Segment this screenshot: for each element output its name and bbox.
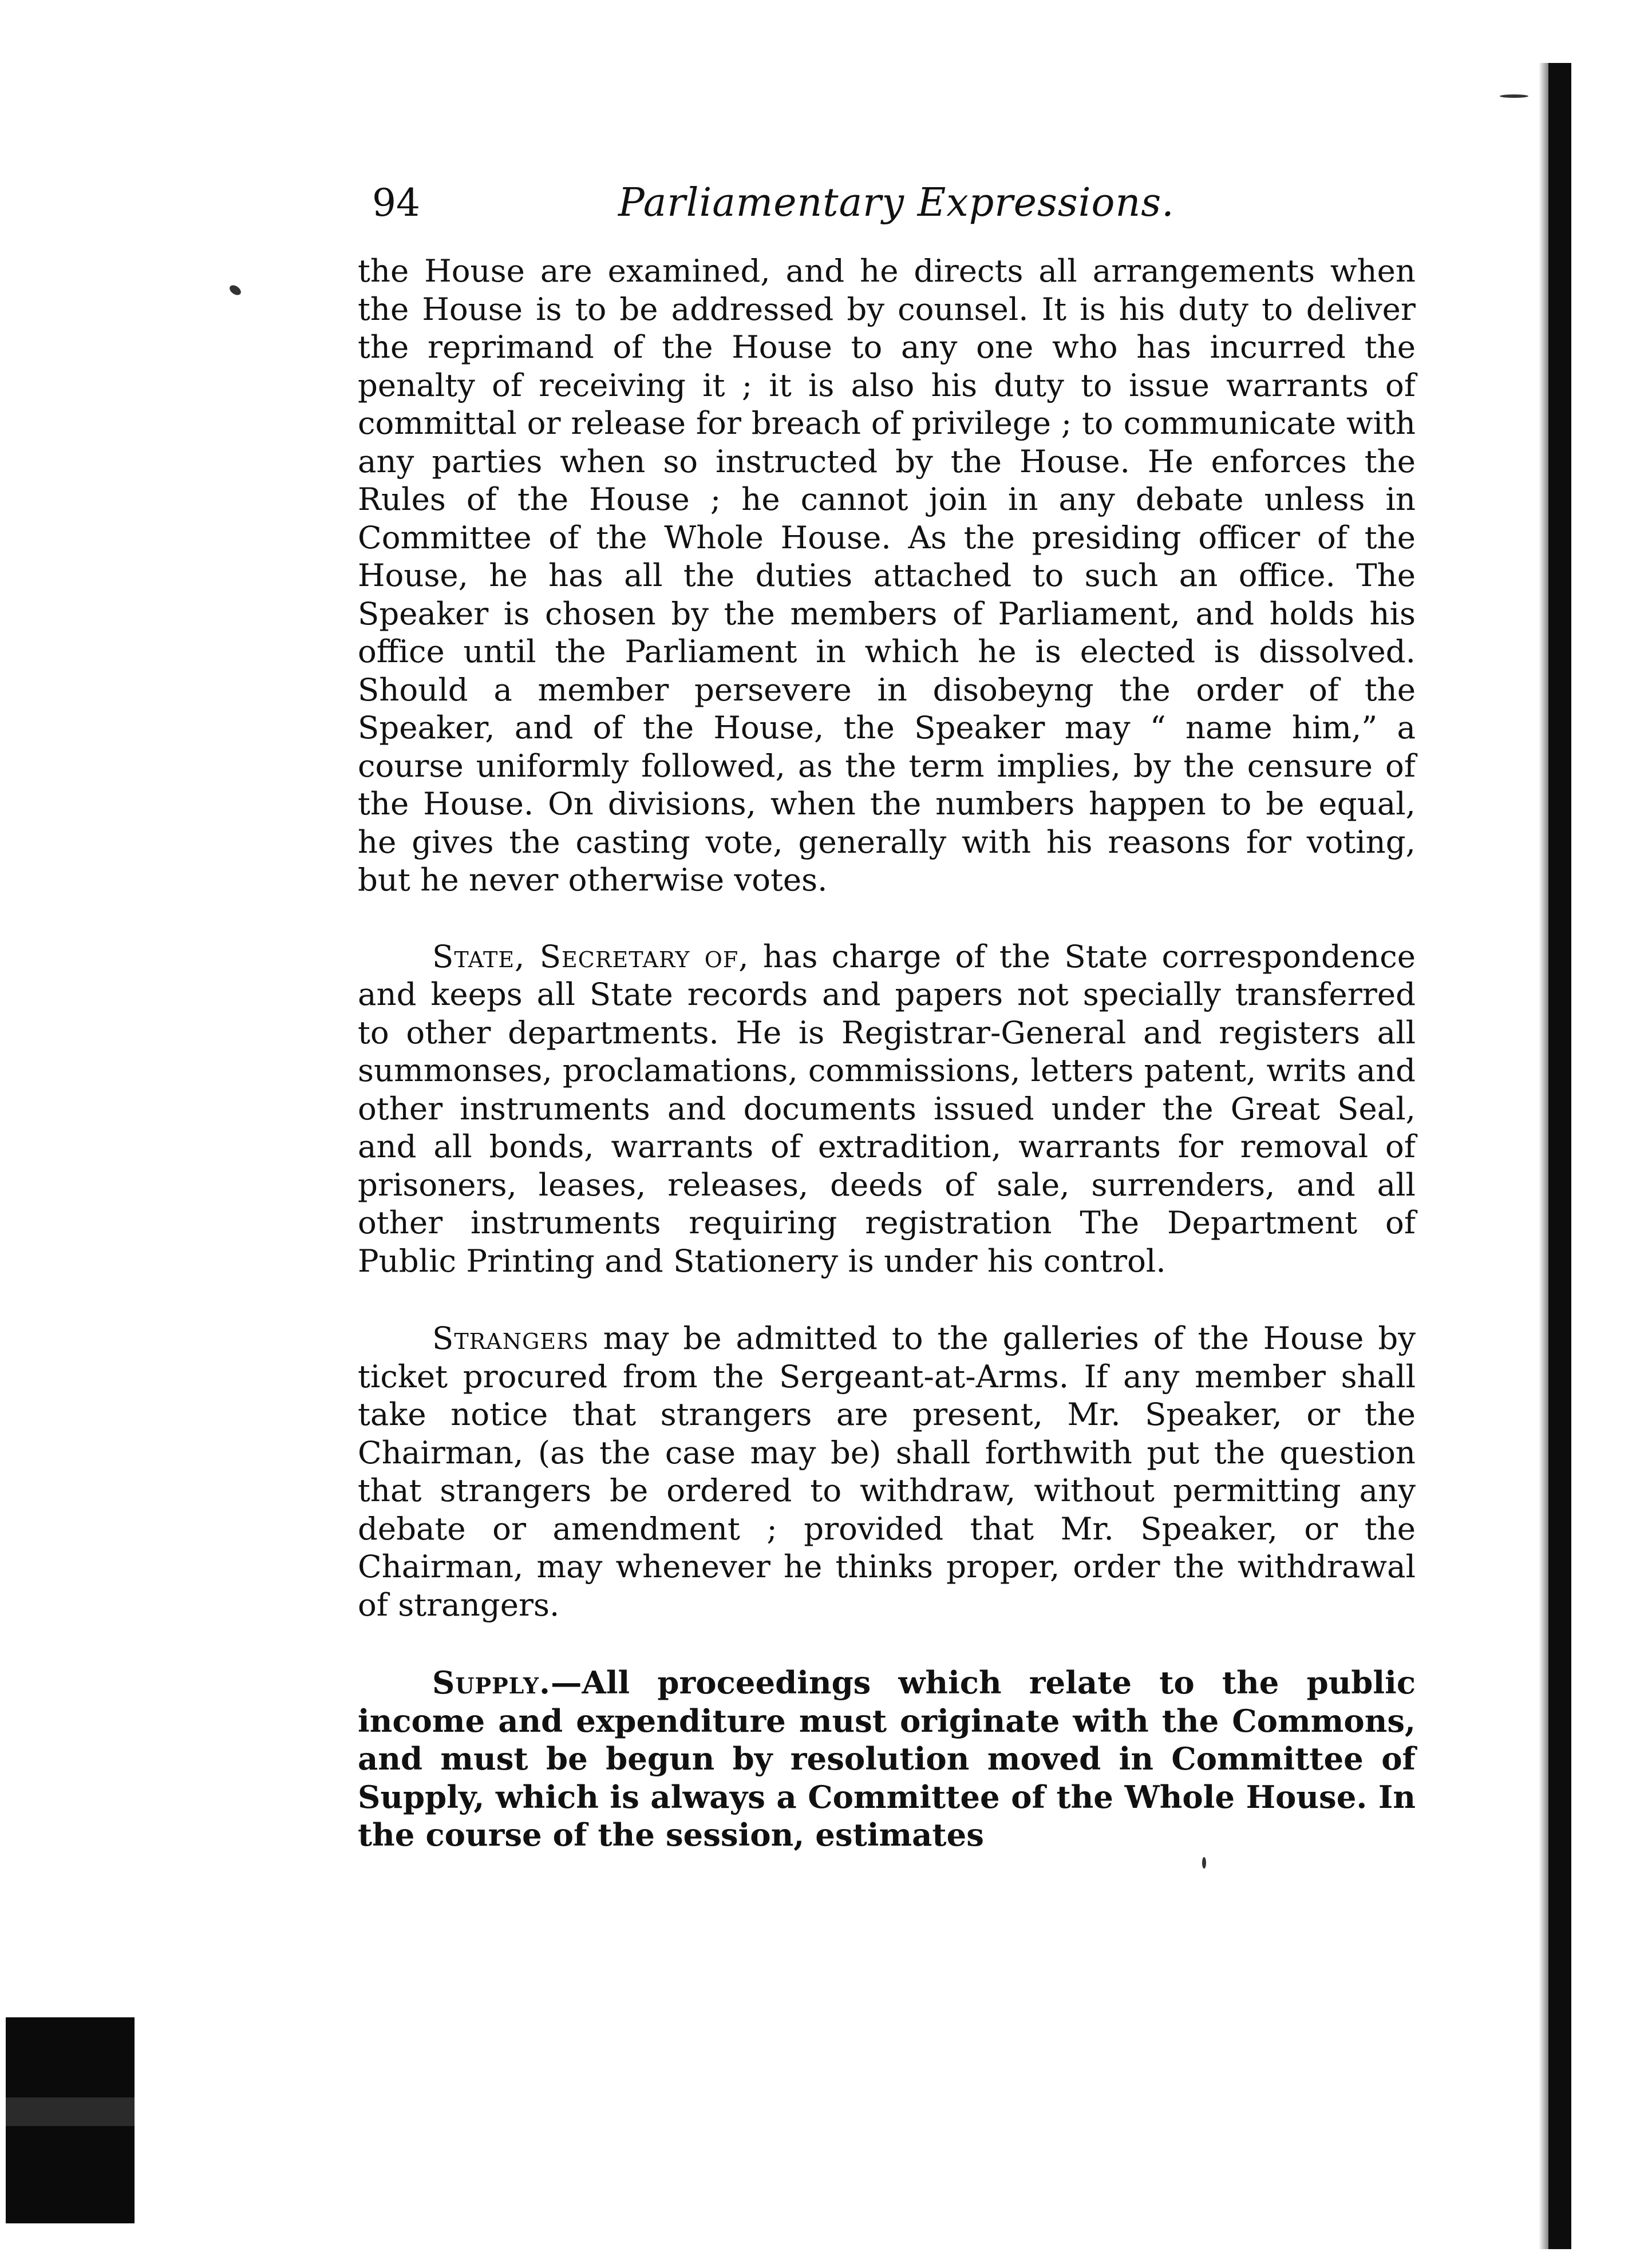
continuation-paragraph: the House are examined, and he directs all arrangements when the House is to be addressed by counsel. It is his duty to deliver the reprimand of the House to any one who has incurred the penalty of receiving it ; it is also his duty to issue warrants of committal or release for breach of privilege ; to communicate with any parties when so instructed by the House. He enforces the Rules of the House ; he cannot join in any debate unless in Committee of the Whole House. As the presiding officer of the House, he has all the duties attached to such an office. The Speaker is chosen by the members of Parliament, and holds his office until the Parliament in which he is elected is dissolved. Should a member persevere in disobeyng the order of the Speaker, and of the House, the Speaker may “ name him,” a course uniformly followed, as the term implies, by the censure of the House. On divisions, when the numbers happen to be equal, he gives the casting vote, generally with his reasons for voting, but he never otherwise votes. [358,252,1416,898]
entry-text: —All proceedings which relate to the public income and expenditure must originate with the Commons, and must be begun by resolution moved in Committee of Supply, which is always a Committee of the Whole House. In the course of the session, estimates [358,1664,1416,1853]
running-head [372,172,1505,235]
running-title: Parliamentary Expressions. [618,180,1175,225]
scan-speck [228,283,243,297]
entry-term: Strangers [432,1320,589,1356]
scan-speck [1202,1857,1206,1869]
entry-strangers [358,1319,1416,1624]
entry-text: may be admitted to the galleries of the House by ticket procured from the Sergeant-at-Arms. If any member shall take notice that strangers are present, Mr. Speaker, or the Chairman, (as the case may be) shall forthwith put the question that strangers be ordered to withdraw, without permitting any debate or amendment ; provided that Mr. Speaker, or the Chairman, may whenever he thinks proper, order the withdrawal of strangers. [358,1320,1416,1623]
entry-supply [358,1664,1416,1854]
scan-speck [1500,94,1528,98]
entry-secretary-of-state [358,937,1416,1280]
entry-term: State, Secretary of, [432,937,749,975]
binding-shadow [1539,63,1549,2249]
scan-margin-mark [6,2126,135,2223]
scan-margin-mark [6,2097,135,2126]
entry-term: Supply. [432,1664,551,1701]
binding-edge [1548,63,1571,2249]
scan-margin-mark [6,2017,135,2097]
page-text [358,252,1416,1854]
page-number: 94 [372,181,420,225]
entry-text: has charge of the State correspondence and keeps all State records and papers not specially transferred to other departments. He is Registrar-General and registers all summonses, proclamations, commissions, letters patent, writs and other instruments and documents issued under the Great Seal, and all bonds, warrants of extradition, warrants for removal of prisoners, leases, releases, deeds of sale, surrenders, and all other instruments requiring registration The Department of Public Printing and Stationery is under his control. [358,937,1416,1279]
